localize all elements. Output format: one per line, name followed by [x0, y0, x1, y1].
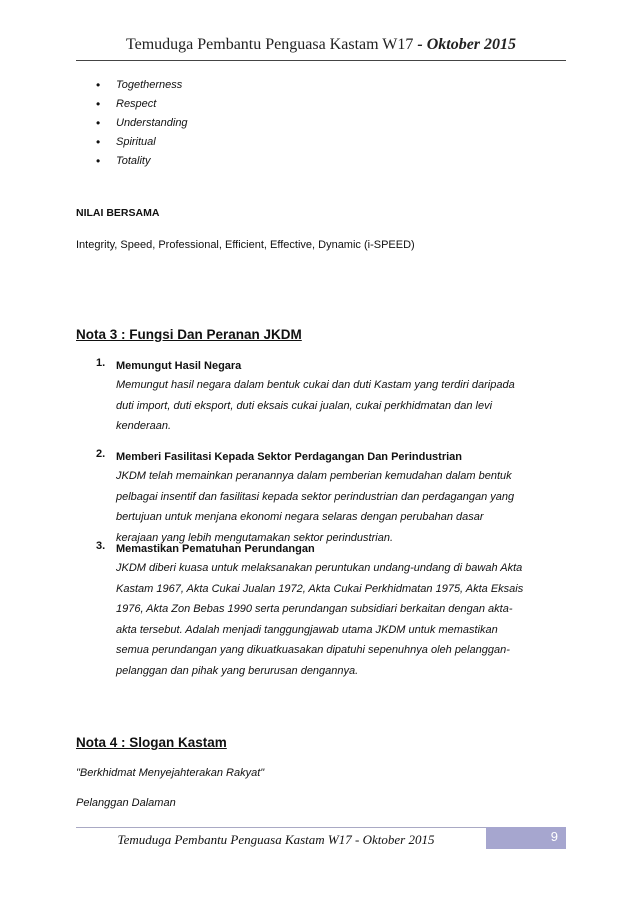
body-line: Memungut hasil negara dalam bentuk cukai dan duti Kastam yang terdiri daripada — [116, 379, 515, 391]
item-body — [116, 466, 566, 548]
body-line: duti import, duti eksport, duti eksais cukai jualan, cukai perkhidmatan dan levi — [116, 399, 493, 412]
item-body — [116, 375, 566, 437]
page-number: 9 — [550, 829, 558, 844]
footer-title: Temuduga Pembantu Penguasa Kastam W17 - Oktober 2015 — [117, 832, 435, 847]
body-line: kerajaan yang lebih mengutamakan sektor perindustrian. — [116, 531, 393, 544]
nota3-heading: Nota 3 : Fungsi Dan Peranan JKDM — [76, 327, 302, 342]
header-date: - Oktober 2015 — [417, 36, 517, 53]
body-line: JKDM diberi kuasa untuk melaksanakan peruntukan undang-undang di bawah Akta — [116, 562, 523, 574]
item-body — [116, 558, 566, 681]
header-title: Temuduga Pembantu Penguasa Kastam W17 — [125, 36, 414, 53]
item-title: Memungut Hasil Negara — [116, 360, 242, 372]
nota3-list-2 — [96, 448, 566, 548]
list-item: • Understanding — [96, 114, 188, 133]
body-line: Kastam 1967, Akta Cukai Jualan 1972, Akta Cukai Perkhidmatan 1975, Akta Eksais — [116, 582, 524, 595]
item-number: 1. — [96, 357, 106, 369]
body-line: bertujuan untuk menjana ekonomi negara selaras dengan perubahan dasar — [116, 511, 484, 523]
page-number-badge — [486, 827, 566, 849]
item-number: 3. — [96, 540, 106, 552]
item-title: Memberi Fasilitasi Kepada Sektor Perdagangan Dan Perindustrian — [116, 451, 462, 463]
item-number: 2. — [96, 448, 106, 460]
list-item: • Spiritual — [96, 133, 188, 152]
nota3-item-3 — [96, 540, 566, 681]
body-line: 1976, Akta Zon Bebas 1990 serta perundangan subsidiari berkaitan dengan akta- — [116, 603, 513, 615]
body-line: akta tersebut. Adalah menjadi tanggungjawab utama JKDM untuk memastikan — [116, 623, 498, 636]
header-divider — [76, 60, 566, 61]
page-header — [76, 36, 566, 54]
body-line: JKDM telah memainkan peranannya dalam pemberian kemudahan dalam bentuk — [116, 470, 512, 482]
nilai-heading: NILAI BERSAMA — [76, 207, 160, 219]
nota4-heading: Nota 4 : Slogan Kastam — [76, 735, 227, 750]
nilai-text: Integrity, Speed, Professional, Efficient, Effective, Dynamic (i-SPEED) — [76, 239, 415, 251]
list-item: • Respect — [96, 95, 188, 114]
nota3-item-1 — [96, 357, 566, 437]
values-bullet-list — [96, 76, 188, 171]
slogan-text: "Berkhidmat Menyejahterakan Rakyat" — [76, 767, 265, 779]
item-title: Memastikan Pematuhan Perundangan — [116, 543, 315, 555]
nota3-list — [96, 357, 566, 437]
pelanggan-text: Pelanggan Dalaman — [76, 797, 176, 809]
nota3-list-3 — [96, 540, 566, 681]
body-line: pelanggan dan pihak yang berurusan dengannya. — [116, 664, 359, 677]
body-line: kenderaan. — [116, 420, 172, 432]
nota3-item-2 — [96, 448, 566, 548]
list-item: • Togetherness — [96, 76, 188, 95]
list-item: • Totality — [96, 152, 188, 171]
body-line: semua perundangan yang dikuatkuasakan dipatuhi sepenuhnya oleh pelanggan- — [116, 644, 510, 656]
body-line: pelbagai insentif dan fasilitasi kepada sektor perindustrian dan perdagangan yang — [116, 490, 515, 503]
